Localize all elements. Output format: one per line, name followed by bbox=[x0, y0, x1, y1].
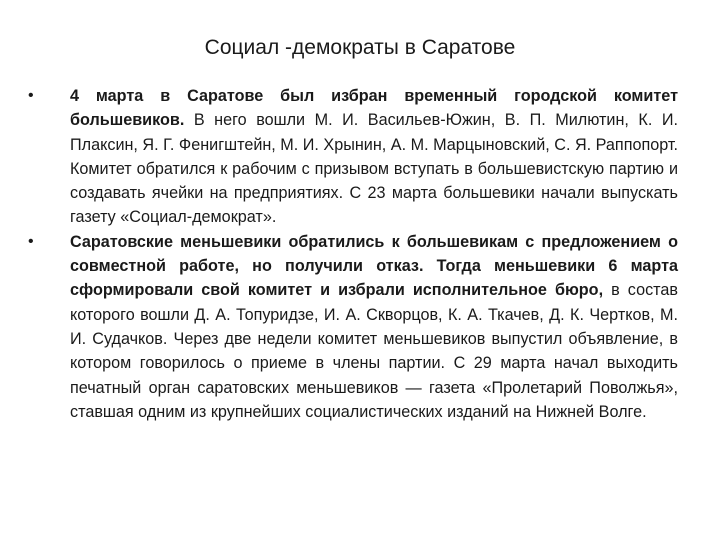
bullet-bold-text: Саратовские меньшевики обратились к большевикам с предложением о совместной работе, но получили отказ. Тогда меньшевики 6 марта сформировали свой комитет и избрали исполнительное бюро, bbox=[70, 232, 678, 300]
bullet-text: в состав которого вошли Д. А. Топуридзе, И. А. Скворцов, К. А. Ткачев, Д. К. Чертков, М. И. Судачков. Через две недели комитет меньшевиков выпустил объявление, в котором говорилось о приеме в члены партии. С 29 марта начал выходить печатный орган саратовских меньшевиков — газета «Пролетарий Поволжья», ставшая одним из крупнейших социалистических изданий на Нижней Волге. bbox=[70, 281, 678, 421]
bullet-text: В него вошли М. И. Васильев-Южин, В. П. Милютин, К. И. Плаксин, Я. Г. Фенигштейн, М. И. Хрынин, А. М. Марцыновский, С. Я. Раппопорт. Комитет обратился к рабочим с призывом вступать в большевистскую партию и создавать ячейки на предприятиях. С 23 марта большевики начали выпускать газету «Социал-демократ». bbox=[70, 111, 678, 227]
bullet-bold-text: 4 марта в Саратове был избран временный городской комитет большевиков. bbox=[70, 87, 678, 130]
slide-title: Социал -демократы в Саратове bbox=[204, 36, 516, 59]
bullet-item bbox=[28, 84, 678, 230]
bullet-marker: • bbox=[28, 232, 34, 250]
bullet-item bbox=[28, 230, 678, 424]
bullet-list bbox=[28, 84, 678, 424]
bullet-marker: • bbox=[28, 87, 34, 104]
